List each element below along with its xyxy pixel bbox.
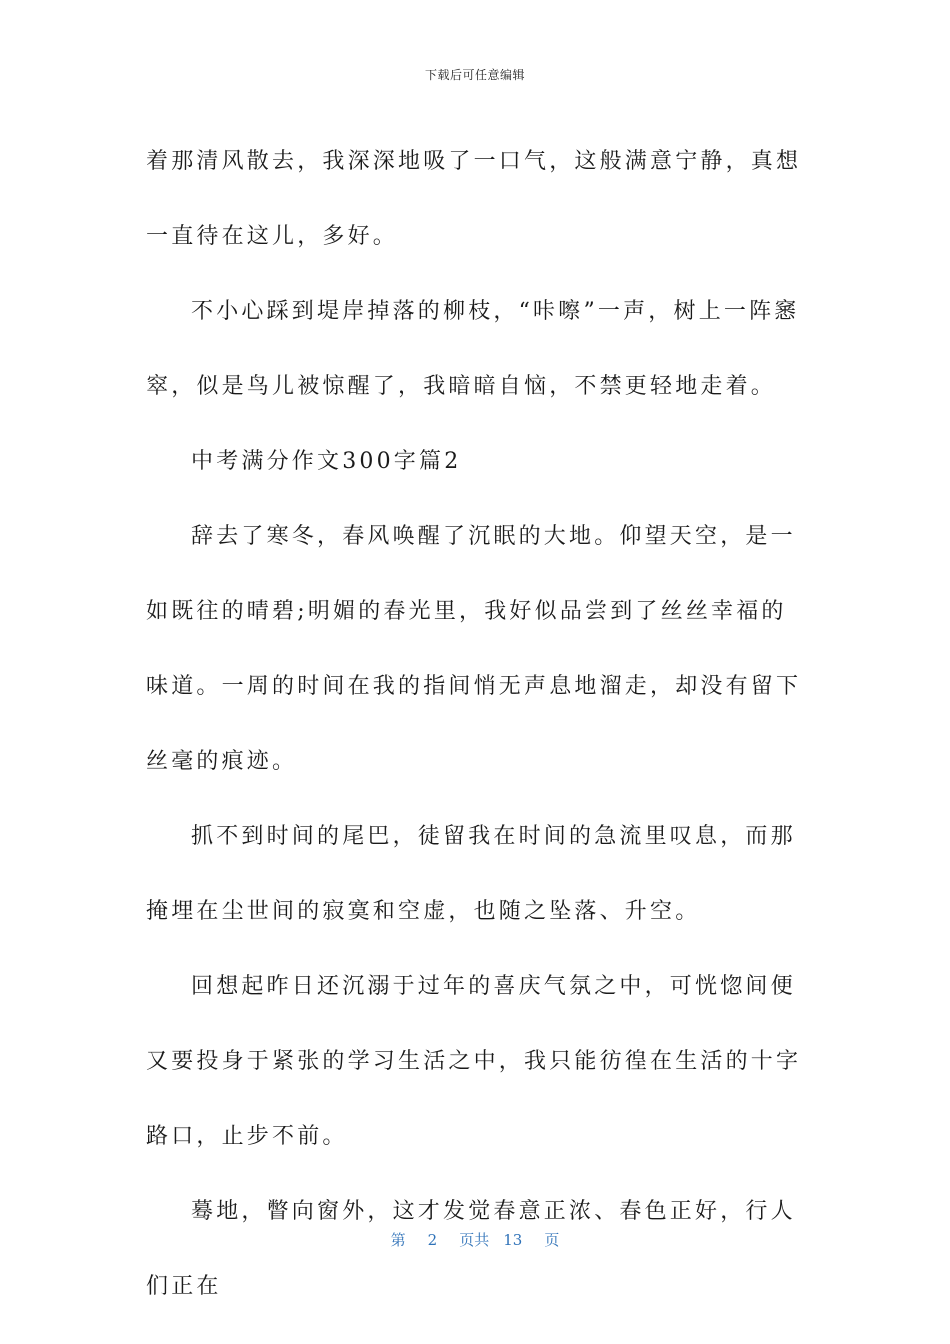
paragraph-5: 回想起昨日还沉溺于过年的喜庆气氛之中，可恍惚间便又要投身于紧张的学习生活之中，我只能彷徨在生活的十字路口，止步不前。 xyxy=(146,974,802,1149)
footer-suffix: 页 xyxy=(544,1231,560,1249)
section-heading: 中考满分作文300字篇2 xyxy=(191,449,462,474)
paragraph-4: 抓不到时间的尾巴，徒留我在时间的急流里叹息，而那掩埋在尘世间的寂寞和空虚，也随之坠落、升空。 xyxy=(146,824,796,924)
paragraph-1: 着那清风散去，我深深地吸了一口气，这般满意宁静，真想一直待在这儿，多好。 xyxy=(146,149,802,249)
footer-total-pages: 13 xyxy=(503,1231,523,1249)
page-footer xyxy=(0,1229,950,1250)
document-body xyxy=(146,124,806,1324)
footer-prefix: 第 xyxy=(390,1231,406,1249)
footer-mid: 页共 xyxy=(459,1231,490,1249)
page-header-note: 下载后可任意编辑 xyxy=(424,68,525,82)
footer-page-number: 2 xyxy=(427,1231,438,1249)
paragraph-2: 不小心踩到堤岸掉落的柳枝，“咔嚓”一声，树上一阵窸窣，似是鸟儿被惊醒了，我暗暗自恼，不禁更轻地走着。 xyxy=(146,299,800,399)
paragraph-6: 蓦地，瞥向窗外，这才发觉春意正浓、春色正好，行人们正在 xyxy=(146,1199,796,1299)
paragraph-3: 辞去了寒冬，春风唤醒了沉眠的大地。仰望天空，是一如既往的晴碧;明媚的春光里，我好似品尝到了丝丝幸福的味道。一周的时间在我的指间悄无声息地溜走，却没有留下丝毫的痕迹。 xyxy=(146,524,802,774)
